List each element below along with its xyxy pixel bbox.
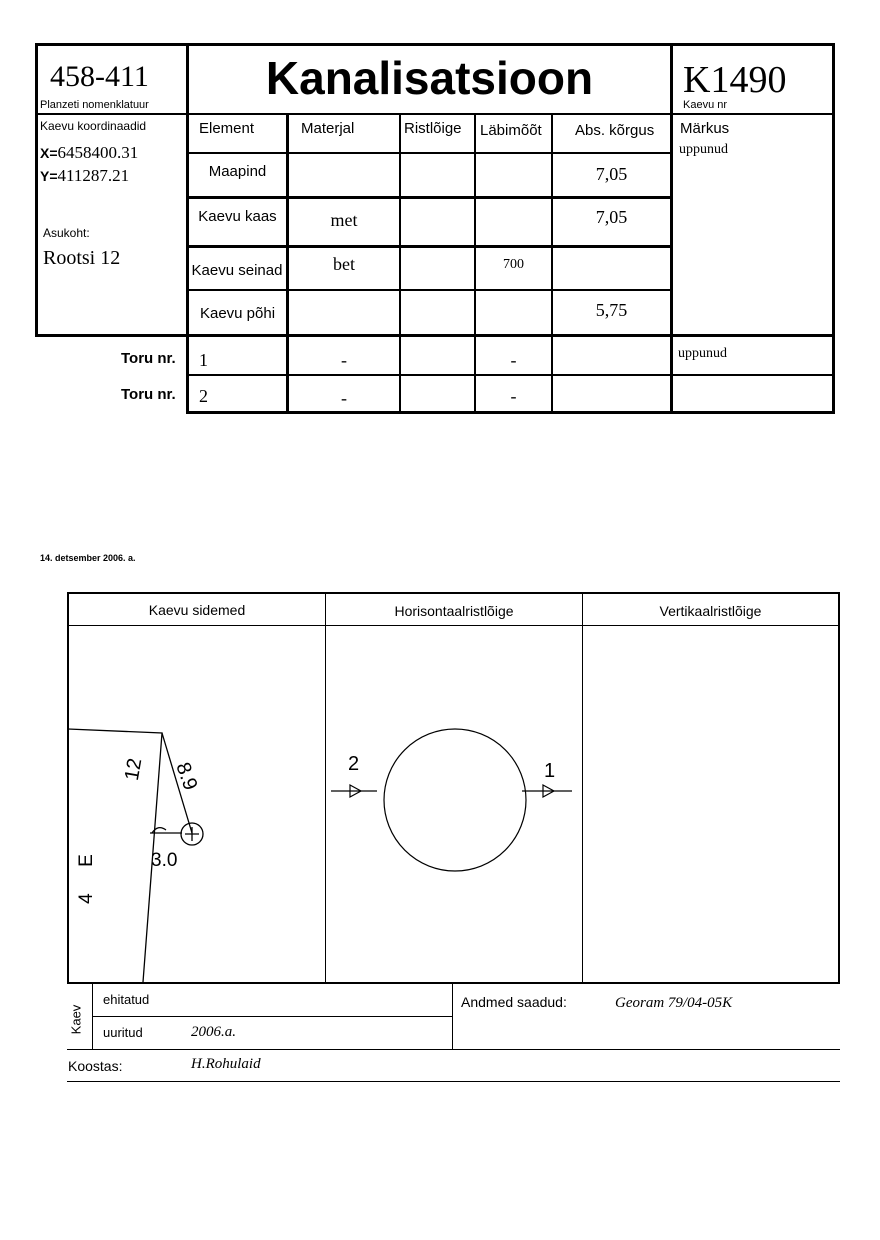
pipe-label: Toru nr. bbox=[121, 386, 176, 403]
pipe-diameter: - bbox=[510, 386, 517, 406]
row-height: 7,05 bbox=[595, 164, 628, 184]
col-material: Materjal bbox=[301, 120, 355, 137]
row-material: met bbox=[330, 210, 358, 230]
coord-y-label: Y= bbox=[40, 168, 58, 184]
location-label: Asukoht: bbox=[43, 226, 90, 240]
sheet-code: 458-411 bbox=[50, 60, 149, 93]
pipe-label-1: 1 bbox=[544, 760, 556, 782]
kaev-label: Kaev bbox=[68, 1004, 84, 1035]
row-height: 7,05 bbox=[595, 207, 628, 227]
col-element: Element bbox=[199, 120, 255, 137]
col-section: Ristlõige bbox=[404, 120, 462, 137]
pipe-label-2: 2 bbox=[348, 753, 360, 775]
data-source-value: Georam 79/04-05K bbox=[615, 995, 733, 1011]
panel-title-connections: Kaevu sidemed bbox=[148, 602, 246, 618]
remarks-label: Märkus bbox=[680, 120, 730, 137]
pipe-diameter: - bbox=[510, 350, 517, 370]
surveyed-label: uuritud bbox=[103, 1025, 143, 1040]
coord-x-value: 6458400.31 bbox=[57, 143, 139, 162]
pipe-label: Toru nr. bbox=[121, 350, 176, 367]
well-number: K1490 bbox=[683, 59, 787, 101]
compiled-label: Koostas: bbox=[68, 1058, 123, 1074]
coord-x-label: X= bbox=[40, 145, 58, 161]
dim-label: 4 E bbox=[75, 854, 97, 904]
well-number-label: Kaevu nr bbox=[683, 99, 728, 111]
pipe-number: 1 bbox=[199, 350, 208, 370]
pipe-material: - bbox=[341, 350, 347, 370]
pipe-number: 2 bbox=[199, 386, 208, 406]
surveyed-value: 2006.a. bbox=[191, 1024, 236, 1040]
data-source-label: Andmed saadud: bbox=[461, 994, 567, 1010]
row-element: Maapind bbox=[208, 163, 267, 180]
sheet-code-label: Planzeti nomenklatuur bbox=[40, 99, 149, 111]
panel-title-vertical: Vertikaalristlõige bbox=[659, 603, 762, 619]
pipe-material: - bbox=[341, 388, 347, 408]
col-diameter: Läbimõõt bbox=[480, 122, 542, 139]
row-height: 5,75 bbox=[595, 300, 628, 320]
row-element: Kaevu seinad bbox=[191, 262, 283, 279]
dim-label: 8.9 bbox=[171, 759, 202, 794]
row-element: Kaevu põhi bbox=[199, 305, 276, 322]
document-date: 14. detsember 2006. a. bbox=[40, 553, 136, 563]
pipe-remark: uppunud bbox=[678, 346, 727, 361]
compiled-value: H.Rohulaid bbox=[191, 1056, 261, 1072]
dim-label: 12 bbox=[120, 756, 147, 783]
remarks-value: uppunud bbox=[679, 142, 728, 157]
row-material: bet bbox=[333, 254, 355, 274]
row-element: Kaevu kaas bbox=[198, 208, 277, 225]
coords-label: Kaevu koordinaadid bbox=[40, 119, 147, 133]
location-value: Rootsi 12 bbox=[43, 247, 121, 269]
col-height: Abs. kõrgus bbox=[575, 122, 655, 139]
built-label: ehitatud bbox=[103, 992, 150, 1007]
panel-title-horizontal: Horisontaalristlõige bbox=[394, 603, 514, 619]
page-title: Kanalisatsioon bbox=[265, 52, 594, 104]
row-diameter: 700 bbox=[503, 257, 524, 272]
coord-y-value: 411287.21 bbox=[57, 166, 130, 185]
dim-label: 3.0 bbox=[151, 850, 178, 871]
